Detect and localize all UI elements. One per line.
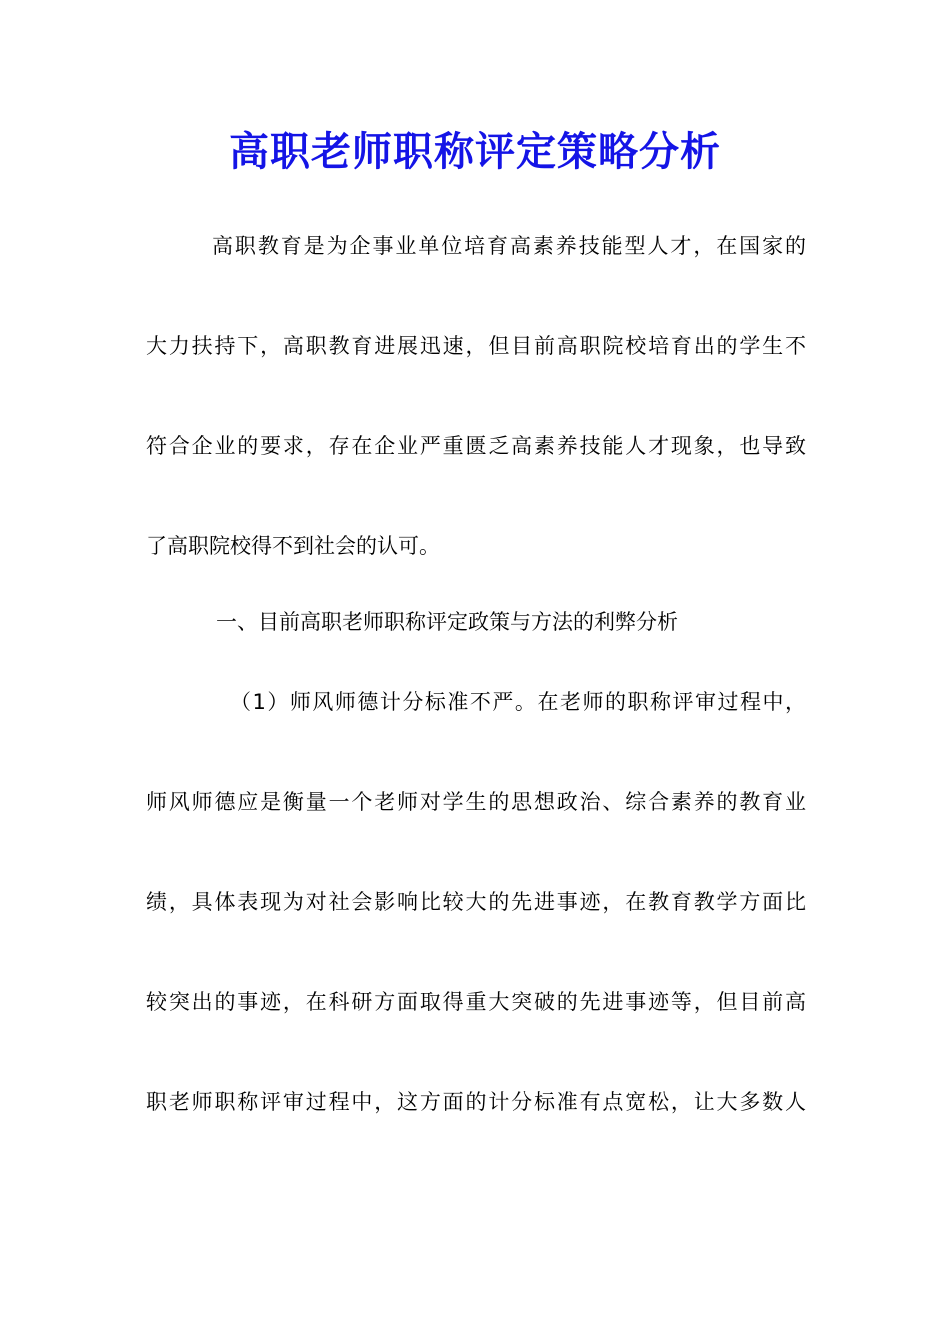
- paragraph-1: [146, 226, 806, 626]
- paragraph-2-line: （1）师风师德计分标准不严。在老师的职称评审过程中，: [230, 690, 806, 714]
- paragraph-2-line: 较突出的事迹，在科研方面取得重大突破的先进事迹等，但目前高: [146, 990, 806, 1014]
- paragraph-1-line: 符合企业的要求，存在企业严重匮乏高素养技能人才现象，也导致: [146, 434, 806, 458]
- paragraph-1-line: 了高职院校得不到社会的认可。: [146, 534, 440, 558]
- paragraph-2-line: 职老师职称评审过程中，这方面的计分标准有点宽松，让大多数人: [146, 1090, 806, 1114]
- section-1-heading: [146, 602, 806, 642]
- paragraph-2: [146, 682, 806, 1182]
- paragraph-1-line: 高职教育是为企事业单位培育高素养技能型人才，在国家的: [212, 234, 806, 258]
- paragraph-2-line: 师风师德应是衡量一个老师对学生的思想政治、综合素养的教育业: [146, 790, 806, 814]
- paragraph-1-line: 大力扶持下，高职教育进展迅速，但目前高职院校培育出的学生不: [146, 334, 806, 358]
- section-heading-text: 一、目前高职老师职称评定政策与方法的利弊分析: [216, 610, 678, 634]
- document-title: 高职老师职称评定策略分析: [229, 128, 721, 175]
- paragraph-2-line: 绩，具体表现为对社会影响比较大的先进事迹，在教育教学方面比: [146, 890, 806, 914]
